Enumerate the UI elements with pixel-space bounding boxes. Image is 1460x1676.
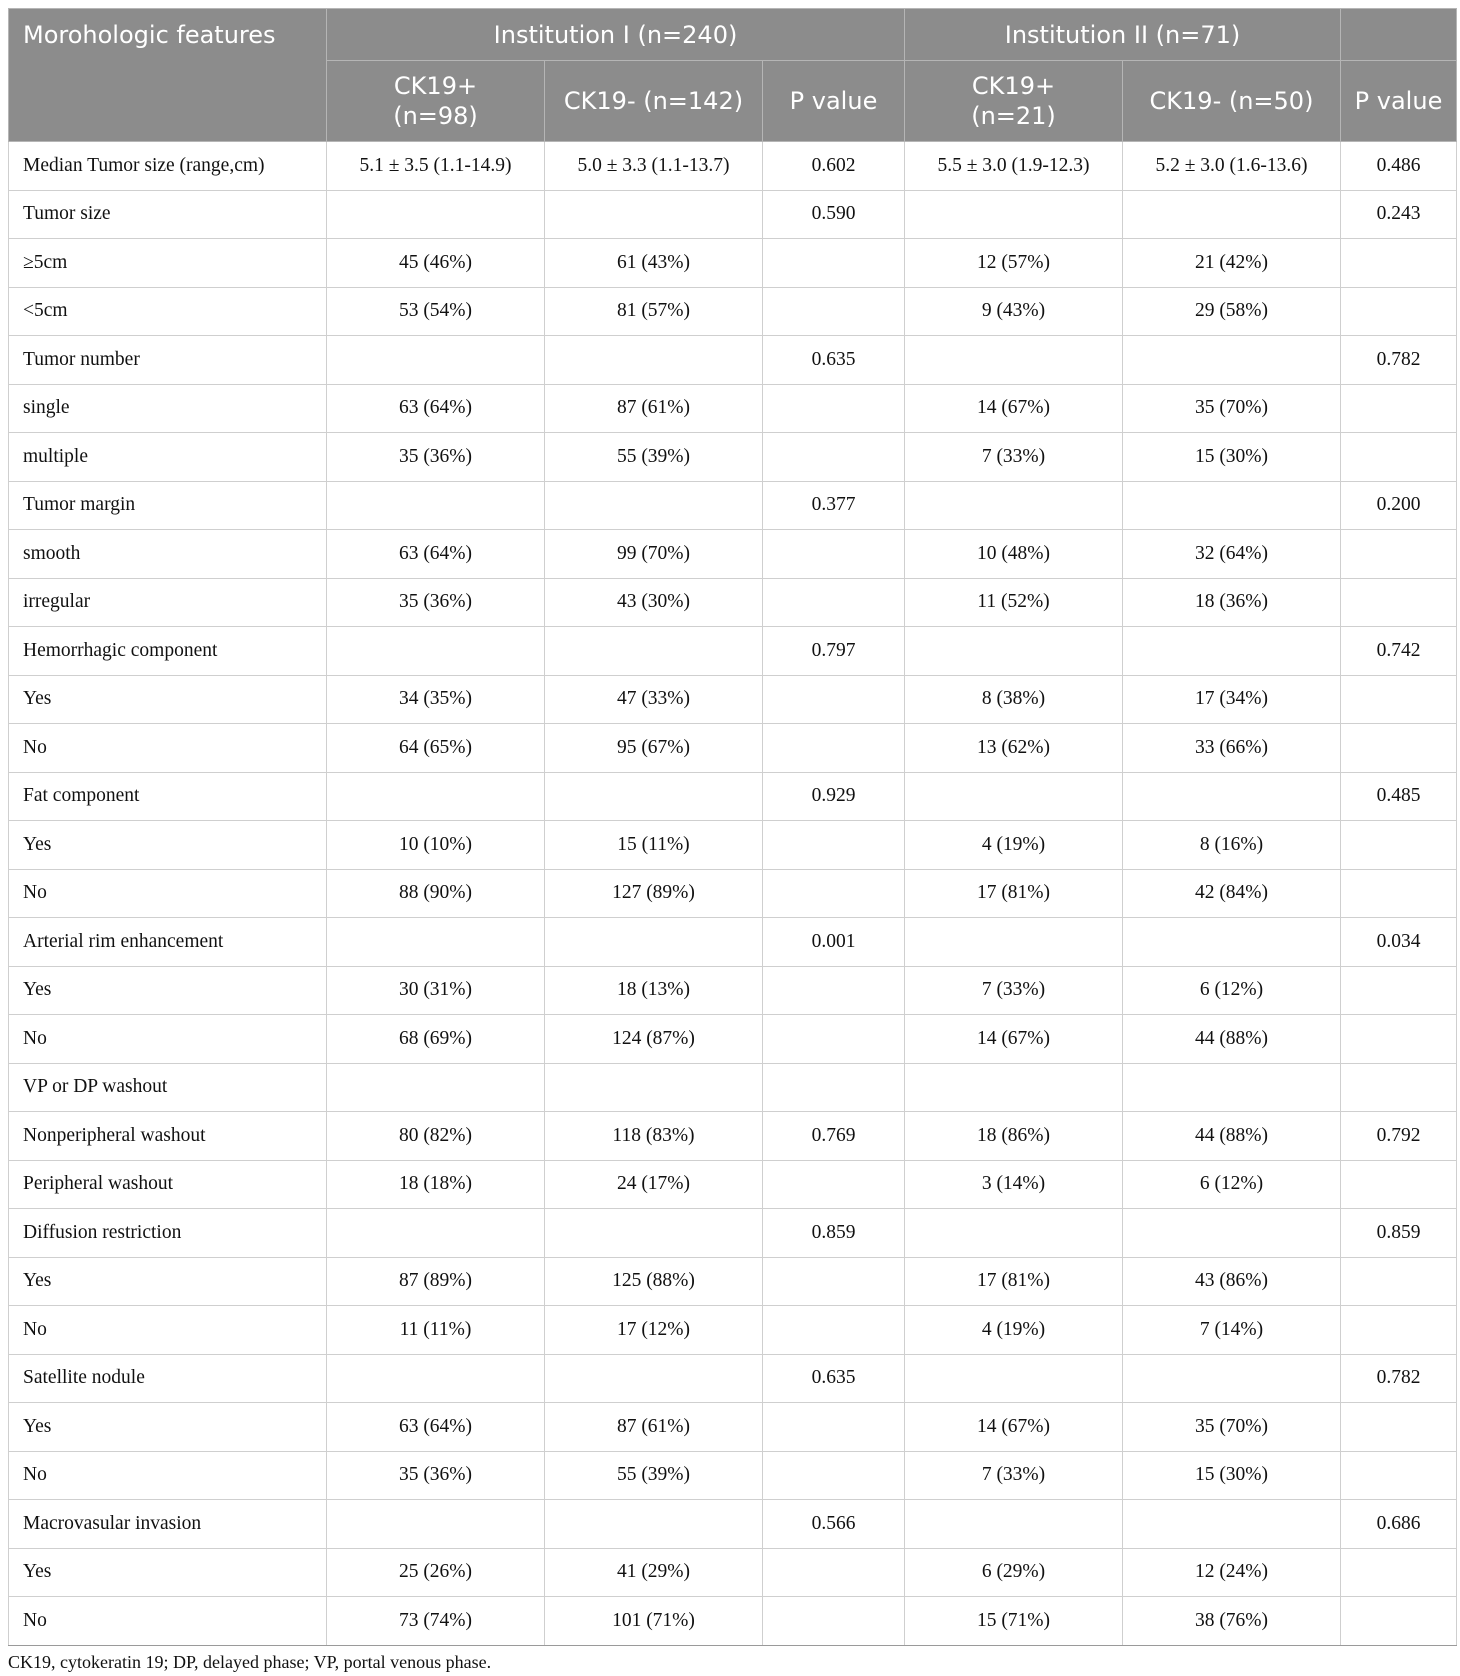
inst2-p-value-header: P value	[1341, 61, 1457, 142]
row-label: No	[9, 1451, 327, 1500]
table-cell: 53 (54%)	[327, 287, 545, 336]
table-cell: 45 (46%)	[327, 239, 545, 288]
table-cell	[1341, 1548, 1457, 1597]
table-cell: 11 (52%)	[905, 578, 1123, 627]
table-cell: 0.782	[1341, 336, 1457, 385]
table-cell: 43 (30%)	[545, 578, 763, 627]
feature-column-header: Morohologic features	[9, 9, 327, 142]
table-cell: 0.929	[763, 772, 905, 821]
table-row	[9, 1112, 1457, 1161]
table-cell: 99 (70%)	[545, 530, 763, 579]
table-cell	[763, 1451, 905, 1500]
table-cell	[763, 1306, 905, 1355]
table-cell: 10 (48%)	[905, 530, 1123, 579]
row-label: Tumor margin	[9, 481, 327, 530]
table-cell: 15 (30%)	[1123, 433, 1341, 482]
table-cell: 35 (36%)	[327, 578, 545, 627]
table-cell	[1123, 1500, 1341, 1549]
table-cell	[763, 239, 905, 288]
table-cell: 7 (33%)	[905, 1451, 1123, 1500]
table-cell	[1341, 287, 1457, 336]
table-cell: 55 (39%)	[545, 433, 763, 482]
row-label: No	[9, 869, 327, 918]
row-label: Hemorrhagic component	[9, 627, 327, 676]
table-row	[9, 1015, 1457, 1064]
table-cell	[1123, 1063, 1341, 1112]
table-row	[9, 433, 1457, 482]
table-body	[9, 142, 1457, 1646]
table-cell: 43 (86%)	[1123, 1257, 1341, 1306]
table-cell	[1341, 1160, 1457, 1209]
row-label: Macrovasular invasion	[9, 1500, 327, 1549]
data-table	[8, 8, 1457, 1646]
table-cell: 95 (67%)	[545, 724, 763, 773]
table-cell: 0.486	[1341, 142, 1457, 191]
table-cell: 29 (58%)	[1123, 287, 1341, 336]
table-cell	[545, 772, 763, 821]
table-row	[9, 530, 1457, 579]
row-label: Peripheral washout	[9, 1160, 327, 1209]
table-cell	[327, 481, 545, 530]
table-cell: 63 (64%)	[327, 1403, 545, 1452]
table-cell: 7 (14%)	[1123, 1306, 1341, 1355]
table-cell	[905, 190, 1123, 239]
row-label: Satellite nodule	[9, 1354, 327, 1403]
table-cell	[1341, 821, 1457, 870]
table-row	[9, 918, 1457, 967]
table-cell: 0.635	[763, 1354, 905, 1403]
row-label: Yes	[9, 821, 327, 870]
table-cell: 18 (18%)	[327, 1160, 545, 1209]
table-cell: 14 (67%)	[905, 1403, 1123, 1452]
table-cell: 5.1 ± 3.5 (1.1-14.9)	[327, 142, 545, 191]
row-label: Tumor number	[9, 336, 327, 385]
table-cell	[545, 336, 763, 385]
row-label: single	[9, 384, 327, 433]
table-cell	[1123, 481, 1341, 530]
table-cell	[545, 1209, 763, 1258]
table-cell: 0.034	[1341, 918, 1457, 967]
inst1-ck19-pos-header: CK19+ (n=98)	[327, 61, 545, 142]
table-cell: 7 (33%)	[905, 966, 1123, 1015]
table-footnote: CK19, cytokeratin 19; DP, delayed phase; VP, portal venous phase.	[8, 1651, 492, 1672]
table-cell	[763, 1548, 905, 1597]
table-row	[9, 287, 1457, 336]
table-cell: 17 (34%)	[1123, 675, 1341, 724]
table-cell: 0.001	[763, 918, 905, 967]
table-cell: 80 (82%)	[327, 1112, 545, 1161]
table-cell: 11 (11%)	[327, 1306, 545, 1355]
table-cell: 0.485	[1341, 772, 1457, 821]
table-cell: 63 (64%)	[327, 384, 545, 433]
table-cell: 41 (29%)	[545, 1548, 763, 1597]
table-cell	[1341, 1306, 1457, 1355]
table-cell	[1123, 1354, 1341, 1403]
table-cell: 12 (57%)	[905, 239, 1123, 288]
table-cell: 64 (65%)	[327, 724, 545, 773]
table-cell: 17 (81%)	[905, 869, 1123, 918]
table-cell	[1341, 578, 1457, 627]
row-label: Yes	[9, 1257, 327, 1306]
table-cell	[1123, 627, 1341, 676]
table-cell: 5.0 ± 3.3 (1.1-13.7)	[545, 142, 763, 191]
table-cell: 13 (62%)	[905, 724, 1123, 773]
inst1-ck19-neg-header: CK19- (n=142)	[545, 61, 763, 142]
table-cell: 0.792	[1341, 1112, 1457, 1161]
table-header	[9, 9, 1457, 142]
table-cell: 0.742	[1341, 627, 1457, 676]
institution-2-header-spacer	[1341, 9, 1457, 61]
row-label: VP or DP washout	[9, 1063, 327, 1112]
table-cell	[905, 918, 1123, 967]
table-cell: 18 (13%)	[545, 966, 763, 1015]
table-cell: 0.200	[1341, 481, 1457, 530]
table-cell: 9 (43%)	[905, 287, 1123, 336]
table-row	[9, 336, 1457, 385]
table-cell: 42 (84%)	[1123, 869, 1341, 918]
table-cell: 0.797	[763, 627, 905, 676]
row-label: Yes	[9, 966, 327, 1015]
row-label: Fat component	[9, 772, 327, 821]
table-cell	[763, 1597, 905, 1646]
table-cell	[545, 481, 763, 530]
row-label: Yes	[9, 1548, 327, 1597]
table-row	[9, 190, 1457, 239]
table-cell	[905, 1354, 1123, 1403]
table-cell: 17 (81%)	[905, 1257, 1123, 1306]
table-cell: 87 (89%)	[327, 1257, 545, 1306]
table-row	[9, 966, 1457, 1015]
table-cell	[1123, 1209, 1341, 1258]
table-cell: 0.782	[1341, 1354, 1457, 1403]
table-cell	[1341, 966, 1457, 1015]
table-cell	[327, 1500, 545, 1549]
table-cell	[327, 1354, 545, 1403]
table-row	[9, 1354, 1457, 1403]
table-cell	[1341, 1597, 1457, 1646]
table-cell	[327, 190, 545, 239]
table-cell: 47 (33%)	[545, 675, 763, 724]
table-cell: 0.590	[763, 190, 905, 239]
table-cell	[1123, 918, 1341, 967]
table-cell	[545, 1500, 763, 1549]
table-cell	[763, 530, 905, 579]
table-cell: 81 (57%)	[545, 287, 763, 336]
table-cell	[763, 1403, 905, 1452]
row-label: smooth	[9, 530, 327, 579]
table-cell: 12 (24%)	[1123, 1548, 1341, 1597]
table-cell: 4 (19%)	[905, 1306, 1123, 1355]
table-cell: 61 (43%)	[545, 239, 763, 288]
table-cell: 63 (64%)	[327, 530, 545, 579]
table-cell: 4 (19%)	[905, 821, 1123, 870]
table-cell	[1341, 724, 1457, 773]
table-cell: 25 (26%)	[327, 1548, 545, 1597]
table-cell: 55 (39%)	[545, 1451, 763, 1500]
row-label: Median Tumor size (range,cm)	[9, 142, 327, 191]
table-cell: 3 (14%)	[905, 1160, 1123, 1209]
row-label: <5cm	[9, 287, 327, 336]
table-row	[9, 239, 1457, 288]
table-cell: 6 (12%)	[1123, 966, 1341, 1015]
table-row	[9, 772, 1457, 821]
table-cell: 0.686	[1341, 1500, 1457, 1549]
table-cell	[763, 578, 905, 627]
table-cell	[1341, 1403, 1457, 1452]
table-cell: 21 (42%)	[1123, 239, 1341, 288]
table-cell: 118 (83%)	[545, 1112, 763, 1161]
inst1-p-value-header: P value	[763, 61, 905, 142]
table-cell: 125 (88%)	[545, 1257, 763, 1306]
table-cell	[327, 627, 545, 676]
table-cell	[1341, 239, 1457, 288]
table-row	[9, 481, 1457, 530]
row-label: Yes	[9, 675, 327, 724]
table-cell	[545, 1063, 763, 1112]
table-cell: 15 (11%)	[545, 821, 763, 870]
table-cell	[1341, 675, 1457, 724]
row-label: Arterial rim enhancement	[9, 918, 327, 967]
row-label: irregular	[9, 578, 327, 627]
table-cell: 35 (70%)	[1123, 384, 1341, 433]
table-cell: 6 (29%)	[905, 1548, 1123, 1597]
table-cell: 6 (12%)	[1123, 1160, 1341, 1209]
table-container	[8, 8, 1456, 1673]
table-cell: 0.769	[763, 1112, 905, 1161]
table-cell: 14 (67%)	[905, 1015, 1123, 1064]
table-cell	[1123, 772, 1341, 821]
table-cell: 5.5 ± 3.0 (1.9-12.3)	[905, 142, 1123, 191]
table-cell	[905, 1063, 1123, 1112]
table-cell	[763, 821, 905, 870]
row-label: Diffusion restriction	[9, 1209, 327, 1258]
table-cell: 0.602	[763, 142, 905, 191]
table-cell: 32 (64%)	[1123, 530, 1341, 579]
table-cell	[905, 336, 1123, 385]
table-cell	[763, 724, 905, 773]
table-cell: 87 (61%)	[545, 1403, 763, 1452]
table-cell: 127 (89%)	[545, 869, 763, 918]
table-cell: 44 (88%)	[1123, 1015, 1341, 1064]
table-cell	[1123, 336, 1341, 385]
table-cell	[327, 336, 545, 385]
row-label: Yes	[9, 1403, 327, 1452]
table-cell: 15 (30%)	[1123, 1451, 1341, 1500]
table-cell: 14 (67%)	[905, 384, 1123, 433]
table-cell: 35 (70%)	[1123, 1403, 1341, 1452]
table-cell	[545, 1354, 763, 1403]
table-cell: 73 (74%)	[327, 1597, 545, 1646]
table-cell: 44 (88%)	[1123, 1112, 1341, 1161]
row-label: ≥5cm	[9, 239, 327, 288]
table-cell	[905, 1209, 1123, 1258]
table-cell	[327, 1209, 545, 1258]
table-cell: 17 (12%)	[545, 1306, 763, 1355]
table-cell	[1123, 190, 1341, 239]
table-row	[9, 1597, 1457, 1646]
table-cell: 0.859	[1341, 1209, 1457, 1258]
table-cell	[1341, 1451, 1457, 1500]
table-row	[9, 1548, 1457, 1597]
table-row	[9, 724, 1457, 773]
table-row	[9, 1160, 1457, 1209]
table-cell: 15 (71%)	[905, 1597, 1123, 1646]
row-label: No	[9, 724, 327, 773]
table-cell	[763, 966, 905, 1015]
row-label: Nonperipheral washout	[9, 1112, 327, 1161]
table-cell	[763, 1063, 905, 1112]
table-cell: 5.2 ± 3.0 (1.6-13.6)	[1123, 142, 1341, 191]
table-row	[9, 1451, 1457, 1500]
table-cell: 0.243	[1341, 190, 1457, 239]
table-row	[9, 869, 1457, 918]
table-cell	[1341, 384, 1457, 433]
table-cell: 18 (36%)	[1123, 578, 1341, 627]
table-cell: 87 (61%)	[545, 384, 763, 433]
table-row	[9, 675, 1457, 724]
row-label: multiple	[9, 433, 327, 482]
table-row	[9, 1257, 1457, 1306]
table-cell: 0.377	[763, 481, 905, 530]
table-cell: 35 (36%)	[327, 433, 545, 482]
row-label: No	[9, 1306, 327, 1355]
table-cell	[763, 869, 905, 918]
inst2-ck19-neg-header: CK19- (n=50)	[1123, 61, 1341, 142]
table-row	[9, 627, 1457, 676]
table-cell: 18 (86%)	[905, 1112, 1123, 1161]
table-row	[9, 578, 1457, 627]
table-cell	[1341, 1257, 1457, 1306]
table-cell: 101 (71%)	[545, 1597, 763, 1646]
institution-1-header: Institution I (n=240)	[327, 9, 905, 61]
table-cell	[763, 1160, 905, 1209]
table-cell	[545, 190, 763, 239]
table-cell: 0.859	[763, 1209, 905, 1258]
table-cell	[1341, 1015, 1457, 1064]
table-cell	[905, 1500, 1123, 1549]
table-cell: 124 (87%)	[545, 1015, 763, 1064]
table-cell	[763, 433, 905, 482]
table-cell	[763, 675, 905, 724]
table-row	[9, 821, 1457, 870]
table-cell	[905, 772, 1123, 821]
table-row	[9, 384, 1457, 433]
table-row	[9, 1500, 1457, 1549]
table-cell	[905, 627, 1123, 676]
table-cell: 38 (76%)	[1123, 1597, 1341, 1646]
table-cell	[545, 627, 763, 676]
table-cell	[1341, 869, 1457, 918]
table-cell	[327, 772, 545, 821]
table-cell: 34 (35%)	[327, 675, 545, 724]
table-cell: 30 (31%)	[327, 966, 545, 1015]
table-cell: 8 (16%)	[1123, 821, 1341, 870]
table-cell	[1341, 433, 1457, 482]
table-cell	[763, 287, 905, 336]
table-cell: 10 (10%)	[327, 821, 545, 870]
table-cell	[327, 1063, 545, 1112]
table-cell: 8 (38%)	[905, 675, 1123, 724]
table-cell	[1341, 1063, 1457, 1112]
table-row	[9, 1306, 1457, 1355]
table-row	[9, 1063, 1457, 1112]
table-cell: 0.566	[763, 1500, 905, 1549]
table-cell: 35 (36%)	[327, 1451, 545, 1500]
table-cell: 68 (69%)	[327, 1015, 545, 1064]
table-row	[9, 142, 1457, 191]
table-cell	[905, 481, 1123, 530]
table-cell	[763, 1015, 905, 1064]
table-row	[9, 1209, 1457, 1258]
row-label: No	[9, 1597, 327, 1646]
table-cell: 7 (33%)	[905, 433, 1123, 482]
table-cell: 88 (90%)	[327, 869, 545, 918]
table-cell	[327, 918, 545, 967]
row-label: No	[9, 1015, 327, 1064]
table-cell	[763, 384, 905, 433]
table-cell	[1341, 530, 1457, 579]
table-cell: 0.635	[763, 336, 905, 385]
inst2-ck19-pos-header: CK19+ (n=21)	[905, 61, 1123, 142]
institution-2-header: Institution II (n=71)	[905, 9, 1341, 61]
row-label: Tumor size	[9, 190, 327, 239]
table-cell	[545, 918, 763, 967]
table-cell: 33 (66%)	[1123, 724, 1341, 773]
table-cell: 24 (17%)	[545, 1160, 763, 1209]
table-cell	[763, 1257, 905, 1306]
table-row	[9, 1403, 1457, 1452]
